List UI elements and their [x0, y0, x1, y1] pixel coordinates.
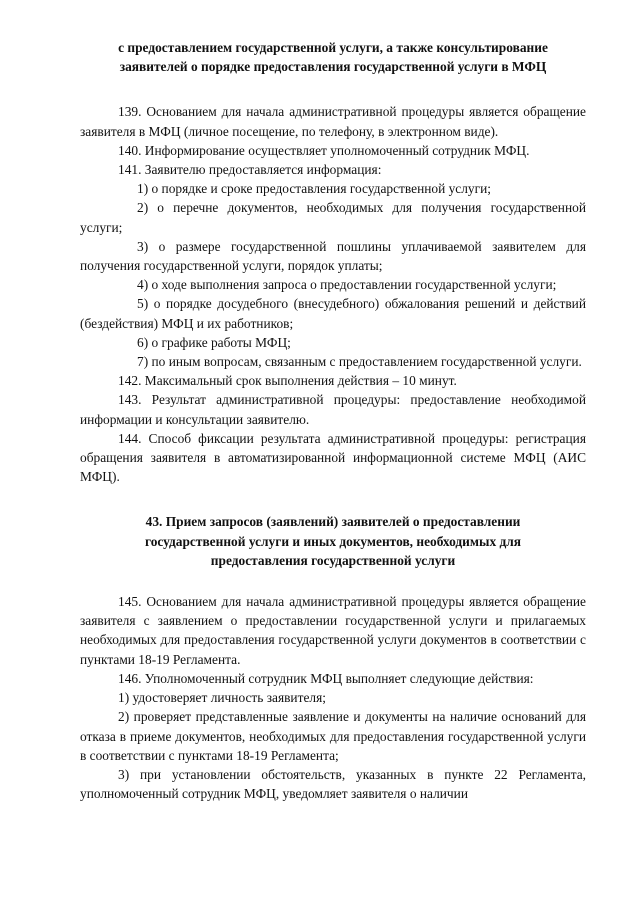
list-item: 1) о порядке и сроке предоставления государственной услуги; — [137, 181, 492, 197]
list-item: 5) о порядке досудебного (внесудебного) обжалования решений и действий (бездействия) МФЦ и их работников; — [80, 296, 586, 331]
paragraph-140: 140. Информирование осуществляет уполномоченный сотрудник МФЦ. — [118, 142, 530, 158]
paragraph-139: 139. Основанием для начала административной процедуры является обращение заявителя в МФЦ (личное посещение, по телефону, в электронном виде). — [80, 104, 586, 139]
heading-line: предоставления государственной услуги — [210, 552, 456, 568]
list-item: 4) о ходе выполнения запроса о предоставлении государственной услуги; — [137, 277, 557, 293]
heading-line: с предоставлением государственной услуги, а также консультирование — [118, 40, 548, 55]
section-body-43 — [80, 592, 586, 803]
list-item: 2) проверяет представленные заявление и документы на наличие оснований для отказа в приеме документов, необходимых для предоставления государственной услуги в соответствии с пунктами 18-19 Регламента; — [80, 709, 586, 763]
heading-line: 43. Прием запросов (заявлений) заявителей о предоставлении — [145, 514, 521, 530]
list-item: 3) о размере государственной пошлины уплачиваемой заявителем для получения государственной услуги, порядок уплаты; — [80, 238, 586, 274]
list-item: 1) удостоверяет личность заявителя; — [118, 690, 326, 706]
heading-line: заявителей о порядке предоставления государственной услуги в МФЦ — [119, 59, 547, 75]
paragraph-145: 145. Основанием для начала административной процедуры является обращение заявителя с заявлением о предоставлении государственной услуги и прилагаемых необходимых для предоставления государственной услуги документов в соответствии с пунктами 18-19 Регламента. — [80, 594, 586, 667]
list-item: 7) по иным вопросам, связанным с предоставлением государственной услуги. — [137, 354, 582, 370]
heading-line: государственной услуги и иных документов, необходимых для — [144, 533, 522, 549]
list-item: 6) о графике работы МФЦ; — [137, 334, 291, 350]
paragraph-144: 144. Способ фиксации результата административной процедуры: регистрация обращения заявителя в автоматизированной информационной системе МФЦ (АИС МФЦ). — [80, 430, 586, 485]
document-page — [80, 38, 586, 803]
section-body-consultation — [80, 102, 586, 486]
list-item: 3) при установлении обстоятельств, указанных в пункте 22 Регламента, уполномоченный сотрудник МФЦ, уведомляет заявителя о наличии — [80, 766, 586, 802]
section-heading-consultation — [80, 38, 586, 76]
paragraph-143: 143. Результат административной процедуры: предоставление необходимой информации и консультации заявителю. — [80, 392, 586, 427]
section-heading-43 — [80, 512, 586, 570]
paragraph-142: 142. Максимальный срок выполнения действия – 10 минут. — [118, 373, 457, 389]
list-item: 2) о перечне документов, необходимых для получения государственной услуги; — [80, 200, 586, 235]
paragraph-146: 146. Уполномоченный сотрудник МФЦ выполняет следующие действия: — [118, 670, 534, 686]
paragraph-141: 141. Заявителю предоставляется информация: — [118, 162, 382, 178]
